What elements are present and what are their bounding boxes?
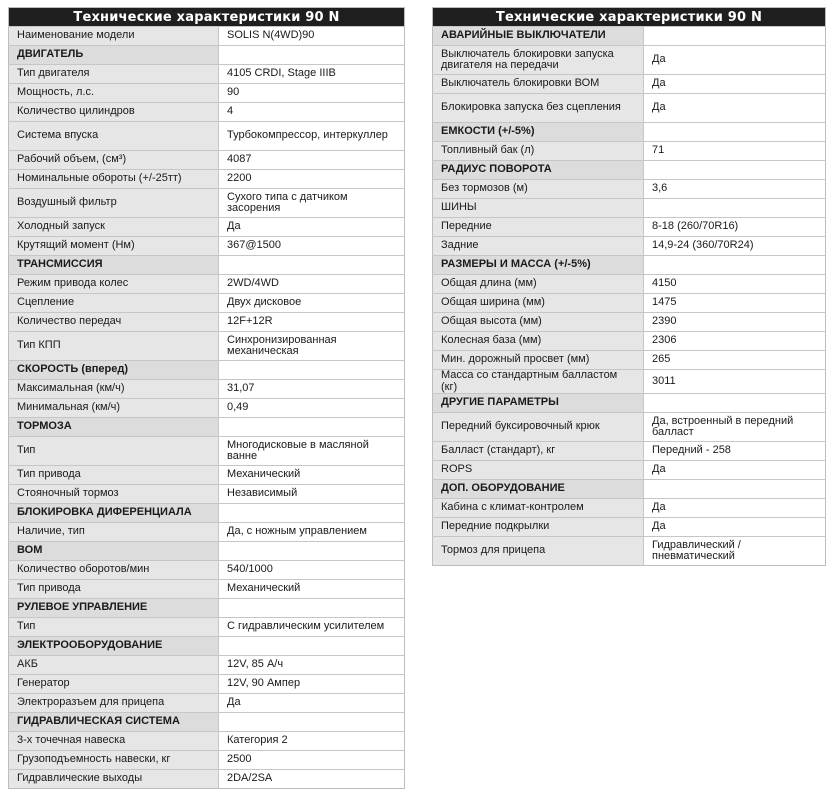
- spec-label: Общая ширина (мм): [433, 294, 644, 313]
- spec-value: Да: [644, 518, 826, 537]
- spec-row: [433, 275, 826, 294]
- spec-label: Тормоз для прицепа: [433, 537, 644, 566]
- spec-row: [433, 518, 826, 537]
- section-title: ДРУГИЕ ПАРАМЕТРЫ: [433, 394, 644, 413]
- spec-value: [644, 199, 826, 218]
- spec-label: Общая высота (мм): [433, 313, 644, 332]
- spec-row: [9, 218, 405, 237]
- spec-value: [644, 480, 826, 499]
- section-title: СКОРОСТЬ (вперед): [9, 361, 219, 380]
- spec-label: Холодный запуск: [9, 218, 219, 237]
- spec-row: [9, 332, 405, 361]
- spec-value: 2WD/4WD: [219, 275, 405, 294]
- section-title: ЕМКОСТИ (+/-5%): [433, 123, 644, 142]
- section-header-row: [9, 599, 405, 618]
- spec-value: [644, 256, 826, 275]
- spec-label: 3-х точечная навеска: [9, 732, 219, 751]
- spec-value: 4105 CRDI, Stage IIIB: [219, 65, 405, 84]
- section-title: ТРАНСМИССИЯ: [9, 256, 219, 275]
- spec-row: [433, 461, 826, 480]
- spec-label: Воздушный фильтр: [9, 189, 219, 218]
- spec-value: [644, 394, 826, 413]
- spec-value: [219, 361, 405, 380]
- spec-value: 2306: [644, 332, 826, 351]
- spec-row: [9, 189, 405, 218]
- spec-label: Тип двигателя: [9, 65, 219, 84]
- spec-row: [9, 84, 405, 103]
- spec-label: Электроразъем для прицепа: [9, 694, 219, 713]
- spec-label: Задние: [433, 237, 644, 256]
- spec-value: 4087: [219, 151, 405, 170]
- spec-row: [9, 151, 405, 170]
- section-title: ГИДРАВЛИЧЕСКАЯ СИСТЕМА: [9, 713, 219, 732]
- section-header-row: [433, 256, 826, 275]
- spec-value: 2390: [644, 313, 826, 332]
- section-title: РАЗМЕРЫ И МАССА (+/-5%): [433, 256, 644, 275]
- spec-row: [433, 94, 826, 123]
- spec-row: [9, 675, 405, 694]
- spec-label: Мощность, л.с.: [9, 84, 219, 103]
- spec-value: 14,9-24 (360/70R24): [644, 237, 826, 256]
- spec-row: [9, 294, 405, 313]
- spec-label: Мин. дорожный просвет (мм): [433, 351, 644, 370]
- spec-value: Механический: [219, 466, 405, 485]
- spec-label: Рабочий объем, (см³): [9, 151, 219, 170]
- spec-value: [219, 599, 405, 618]
- spec-row: [433, 370, 826, 394]
- spec-value: 71: [644, 142, 826, 161]
- section-title: ДВИГАТЕЛЬ: [9, 46, 219, 65]
- spec-table-left: [8, 7, 405, 789]
- section-header-row: [433, 480, 826, 499]
- spec-label: Система впуска: [9, 122, 219, 151]
- spec-label: Количество передач: [9, 313, 219, 332]
- spec-value: [219, 256, 405, 275]
- spec-row: [9, 656, 405, 675]
- spec-label: Минимальная (км/ч): [9, 399, 219, 418]
- spec-value: [644, 27, 826, 46]
- spec-label: ROPS: [433, 461, 644, 480]
- spec-row: [9, 380, 405, 399]
- spec-row: [9, 437, 405, 466]
- spec-value: SOLIS N(4WD)90: [219, 27, 405, 46]
- spec-value: Синхронизированная механическая: [219, 332, 405, 361]
- spec-label: Передний буксировочный крюк: [433, 413, 644, 442]
- spec-value: 31,07: [219, 380, 405, 399]
- spec-value: Передний - 258: [644, 442, 826, 461]
- spec-value: [644, 123, 826, 142]
- table-title-right: Технические характеристики 90 N: [433, 8, 826, 27]
- spec-row: [9, 561, 405, 580]
- spec-value: 4: [219, 103, 405, 122]
- spec-row: [9, 103, 405, 122]
- spec-value: Да: [219, 694, 405, 713]
- spec-value: Да: [219, 218, 405, 237]
- spec-row: [433, 142, 826, 161]
- spec-row: [9, 275, 405, 294]
- spec-row: [433, 237, 826, 256]
- spec-value: [219, 504, 405, 523]
- section-header-row: [9, 46, 405, 65]
- spec-label: Колесная база (мм): [433, 332, 644, 351]
- section-header-row: [9, 713, 405, 732]
- section-title: БЛОКИРОВКА ДИФЕРЕНЦИАЛА: [9, 504, 219, 523]
- spec-value: 8-18 (260/70R16): [644, 218, 826, 237]
- section-header-row: [9, 361, 405, 380]
- spec-row: [433, 313, 826, 332]
- spec-value: 12V, 90 Ампер: [219, 675, 405, 694]
- spec-rows-right: [433, 27, 826, 566]
- section-title: ВОМ: [9, 542, 219, 561]
- spec-row: [9, 65, 405, 84]
- section-header-row: [9, 418, 405, 437]
- spec-label: Тип привода: [9, 466, 219, 485]
- spec-row: [9, 580, 405, 599]
- spec-value: 1475: [644, 294, 826, 313]
- spec-value: Механический: [219, 580, 405, 599]
- spec-label: Блокировка запуска без сцепления: [433, 94, 644, 123]
- spec-value: 3,6: [644, 180, 826, 199]
- section-header-row: [9, 504, 405, 523]
- spec-row: [9, 770, 405, 789]
- spec-value: 2200: [219, 170, 405, 189]
- spec-value: [219, 418, 405, 437]
- spec-value: Категория 2: [219, 732, 405, 751]
- spec-value: Да: [644, 461, 826, 480]
- spec-row: [433, 499, 826, 518]
- spec-value: Да: [644, 499, 826, 518]
- section-title: РАДИУС ПОВОРОТА: [433, 161, 644, 180]
- spec-label: Сцепление: [9, 294, 219, 313]
- spec-value: [219, 542, 405, 561]
- section-header-row: [433, 161, 826, 180]
- table-title-left: Технические характеристики 90 N: [9, 8, 405, 27]
- spec-label: Без тормозов (м): [433, 180, 644, 199]
- spec-label: Генератор: [9, 675, 219, 694]
- section-title: ТОРМОЗА: [9, 418, 219, 437]
- spec-row: [9, 466, 405, 485]
- spec-label: Гидравлические выходы: [9, 770, 219, 789]
- spec-value: Да: [644, 94, 826, 123]
- section-header-row: [9, 256, 405, 275]
- spec-row: [9, 399, 405, 418]
- spec-row: [9, 313, 405, 332]
- spec-row: [9, 618, 405, 637]
- spec-value: [219, 637, 405, 656]
- spec-value: [219, 713, 405, 732]
- spec-value: Да: [644, 75, 826, 94]
- section-title: ДОП. ОБОРУДОВАНИЕ: [433, 480, 644, 499]
- spec-label: ШИНЫ: [433, 199, 644, 218]
- spec-row: [433, 351, 826, 370]
- section-title: ЭЛЕКТРООБОРУДОВАНИЕ: [9, 637, 219, 656]
- spec-value: [644, 161, 826, 180]
- spec-label: Тип: [9, 437, 219, 466]
- spec-value: Независимый: [219, 485, 405, 504]
- spec-value: 2500: [219, 751, 405, 770]
- spec-value: 90: [219, 84, 405, 103]
- spec-value: 265: [644, 351, 826, 370]
- spec-value: С гидравлическим усилителем: [219, 618, 405, 637]
- section-title: АВАРИЙНЫЕ ВЫКЛЮЧАТЕЛИ: [433, 27, 644, 46]
- spec-row: [433, 199, 826, 218]
- spec-row: [433, 46, 826, 75]
- spec-row: [9, 523, 405, 542]
- section-title: РУЛЕВОЕ УПРАВЛЕНИЕ: [9, 599, 219, 618]
- spec-label: АКБ: [9, 656, 219, 675]
- spec-label: Балласт (стандарт), кг: [433, 442, 644, 461]
- spec-value: 12V, 85 А/ч: [219, 656, 405, 675]
- spec-value: Двух дисковое: [219, 294, 405, 313]
- spec-label: Тип привода: [9, 580, 219, 599]
- section-header-row: [433, 394, 826, 413]
- spec-value: Многодисковые в масляной ванне: [219, 437, 405, 466]
- spec-label: Наименование модели: [9, 27, 219, 46]
- spec-label: Кабина с климат-контролем: [433, 499, 644, 518]
- spec-label: Тип КПП: [9, 332, 219, 361]
- spec-label: Передние подкрылки: [433, 518, 644, 537]
- spec-table-right: [432, 7, 826, 566]
- spec-label: Топливный бак (л): [433, 142, 644, 161]
- spec-row: [9, 485, 405, 504]
- spec-row: [9, 732, 405, 751]
- spec-label: Наличие, тип: [9, 523, 219, 542]
- spec-row: [433, 413, 826, 442]
- spec-label: Масса со стандартным балластом (кг): [433, 370, 644, 394]
- spec-row: [9, 170, 405, 189]
- spec-label: Передние: [433, 218, 644, 237]
- spec-rows-left: [9, 27, 405, 789]
- spec-value: Да: [644, 46, 826, 75]
- spec-row: [433, 294, 826, 313]
- spec-value: 540/1000: [219, 561, 405, 580]
- spec-label: Количество оборотов/мин: [9, 561, 219, 580]
- spec-label: Общая длина (мм): [433, 275, 644, 294]
- spec-row: [433, 75, 826, 94]
- spec-label: Выключатель блокировки ВОМ: [433, 75, 644, 94]
- spec-value: 3011: [644, 370, 826, 394]
- spec-value: Сухого типа с датчиком засорения: [219, 189, 405, 218]
- spec-label: Количество цилиндров: [9, 103, 219, 122]
- spec-label: Тип: [9, 618, 219, 637]
- spec-label: Крутящий момент (Нм): [9, 237, 219, 256]
- spec-label: Стояночный тормоз: [9, 485, 219, 504]
- spec-value: [219, 46, 405, 65]
- section-header-row: [433, 27, 826, 46]
- spec-value: 4150: [644, 275, 826, 294]
- spec-label: Максимальная (км/ч): [9, 380, 219, 399]
- spec-value: Гидравлический / пневматический: [644, 537, 826, 566]
- spec-label: Режим привода колес: [9, 275, 219, 294]
- spec-value: Да, с ножным управлением: [219, 523, 405, 542]
- spec-row: [433, 332, 826, 351]
- section-header-row: [9, 542, 405, 561]
- section-header-row: [9, 637, 405, 656]
- spec-value: Да, встроенный в передний балласт: [644, 413, 826, 442]
- spec-label: Выключатель блокировки запуска двигателя на передачи: [433, 46, 644, 75]
- spec-value: 2DA/2SA: [219, 770, 405, 789]
- spec-value: Турбокомпрессор, интеркуллер: [219, 122, 405, 151]
- spec-row: [433, 180, 826, 199]
- spec-row: [433, 218, 826, 237]
- spec-value: 12F+12R: [219, 313, 405, 332]
- spec-value: 367@1500: [219, 237, 405, 256]
- spec-value: 0,49: [219, 399, 405, 418]
- spec-row: [9, 122, 405, 151]
- spec-row: [9, 237, 405, 256]
- spec-row: [9, 694, 405, 713]
- spec-row: [9, 27, 405, 46]
- spec-row: [433, 442, 826, 461]
- spec-row: [9, 751, 405, 770]
- spec-label: Грузоподъемность навески, кг: [9, 751, 219, 770]
- spec-label: Номинальные обороты (+/-25тт): [9, 170, 219, 189]
- section-header-row: [433, 123, 826, 142]
- spec-row: [433, 537, 826, 566]
